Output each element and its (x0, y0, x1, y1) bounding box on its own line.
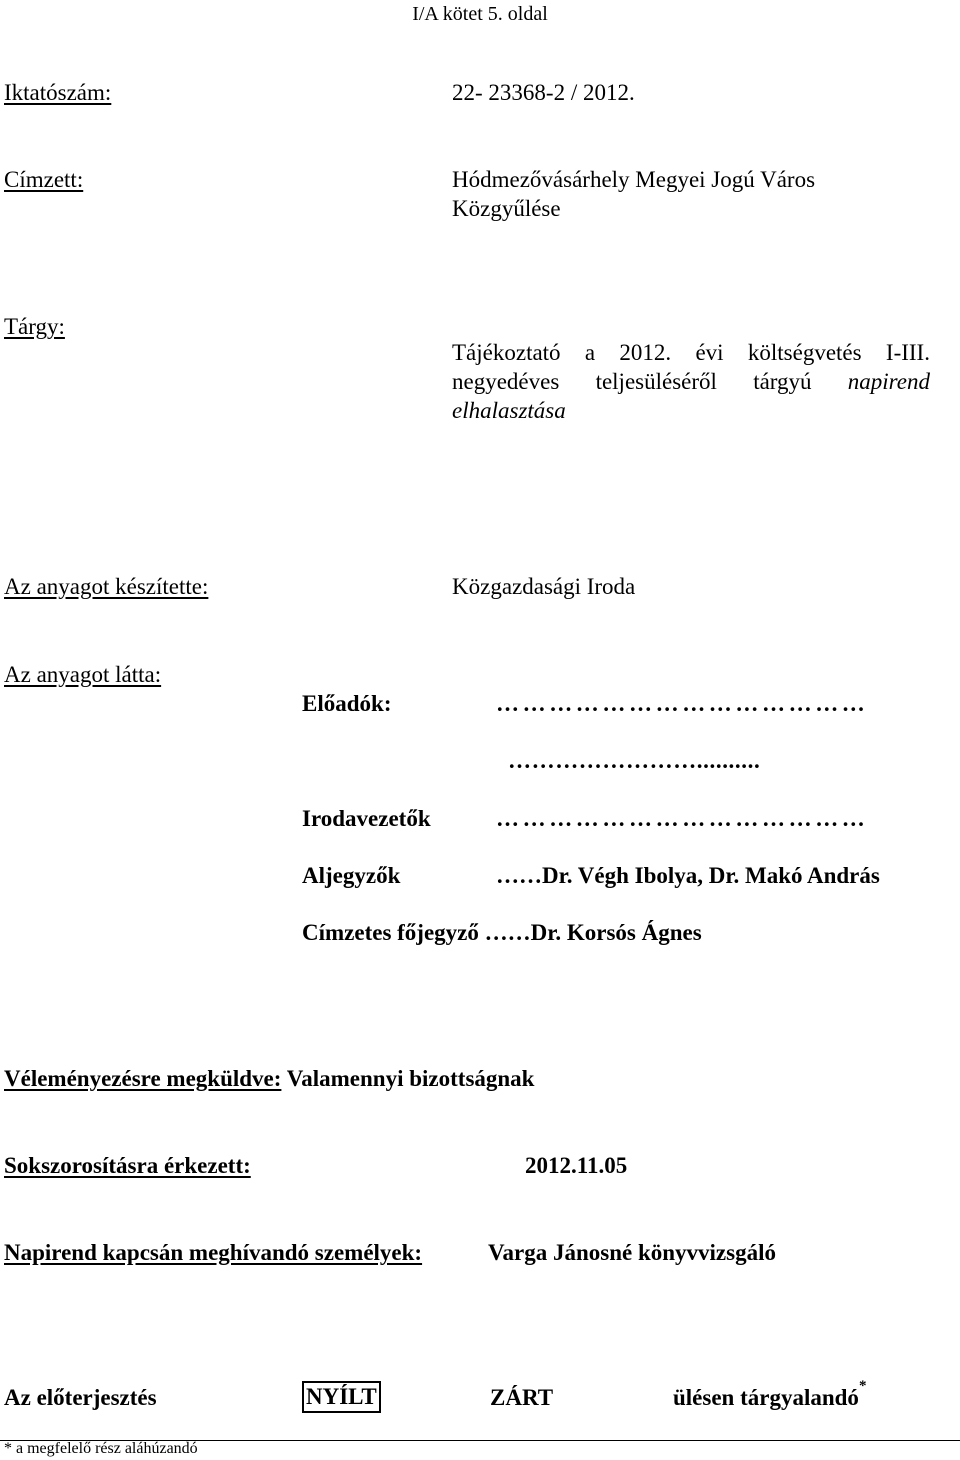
subject-word: Tájékoztató (452, 340, 561, 365)
sent-for-review-label: Véleményezésre megküldve: (4, 1066, 282, 1091)
subject-word: a (584, 340, 596, 365)
session-lead: Az előterjesztés (4, 1385, 157, 1410)
footnote-mark: * (858, 1378, 867, 1395)
copy-received-value: 2012.11.05 (525, 1153, 628, 1178)
deputy-notaries-value: ……Dr. Végh Ibolya, Dr. Makó András (496, 863, 880, 888)
session-open: NYÍLT (302, 1381, 381, 1413)
session-open-box (302, 1381, 381, 1413)
subject-word: 2012. (619, 340, 672, 365)
footnote: * a megfelelő rész aláhúzandó (4, 1440, 198, 1457)
subject-line-2 (452, 367, 930, 396)
subject-label-text: Tárgy: (4, 314, 65, 339)
registration-label: Iktatószám: (4, 80, 112, 105)
invitees-value: Varga Jánosné könyvvizsgáló (488, 1240, 776, 1265)
chief-notary-row (302, 918, 702, 948)
page-number: I/A kötet 5. oldal (412, 3, 548, 25)
subject-word: költségvetés (747, 340, 862, 365)
invitees-label: Napirend kapcsán meghívandó személyek: (4, 1240, 423, 1265)
chief-notary-label: Címzetes főjegyző (302, 920, 479, 945)
addressee-line-1: Hódmezővásárhely Megyei Jogú Város (452, 167, 816, 192)
chief-notary-value: ……Dr. Korsós Ágnes (484, 920, 702, 945)
subject-line-1 (452, 338, 930, 367)
addressee-line-2: Közgyűlése (452, 196, 561, 221)
session-tail-text: ülésen tárgyalandó (673, 1385, 859, 1410)
prepared-by-value: Közgazdasági Iroda (452, 574, 636, 599)
session-tail (673, 1378, 867, 1413)
presenters-dots-2: …………………….......... (508, 748, 761, 773)
subject-word: teljesüléséről (595, 369, 717, 394)
office-heads-dots: …………………………………… (496, 806, 869, 831)
subject-label (4, 312, 65, 342)
prepared-by-label: Az anyagot készítette: (4, 574, 209, 599)
addressee-label: Címzett: (4, 167, 84, 192)
subject-word: tárgyú (753, 369, 812, 394)
office-heads-label: Irodavezetők (302, 806, 431, 831)
reviewed-by-label: Az anyagot látta: (4, 662, 162, 687)
subject-text (452, 338, 930, 425)
subject-word-italic: elhalasztása (452, 398, 566, 423)
subject-word: negyedéves (452, 369, 560, 394)
session-closed: ZÁRT (490, 1385, 554, 1410)
registration-value: 22- 23368-2 / 2012. (452, 80, 635, 105)
deputy-notaries-label: Aljegyzők (302, 863, 401, 888)
presenters-label: Előadók: (302, 691, 392, 716)
subject-line-3 (452, 396, 930, 425)
sent-for-review-row (4, 1064, 534, 1094)
subject-word-italic: napirend (847, 369, 930, 394)
copy-received-label: Sokszorosításra érkezett: (4, 1153, 251, 1178)
presenters-dots-1: …………………………………… (496, 691, 869, 716)
subject-word: I-III. (885, 340, 930, 365)
subject-word: évi (695, 340, 724, 365)
sent-for-review-value: Valamennyi bizottságnak (286, 1066, 535, 1091)
